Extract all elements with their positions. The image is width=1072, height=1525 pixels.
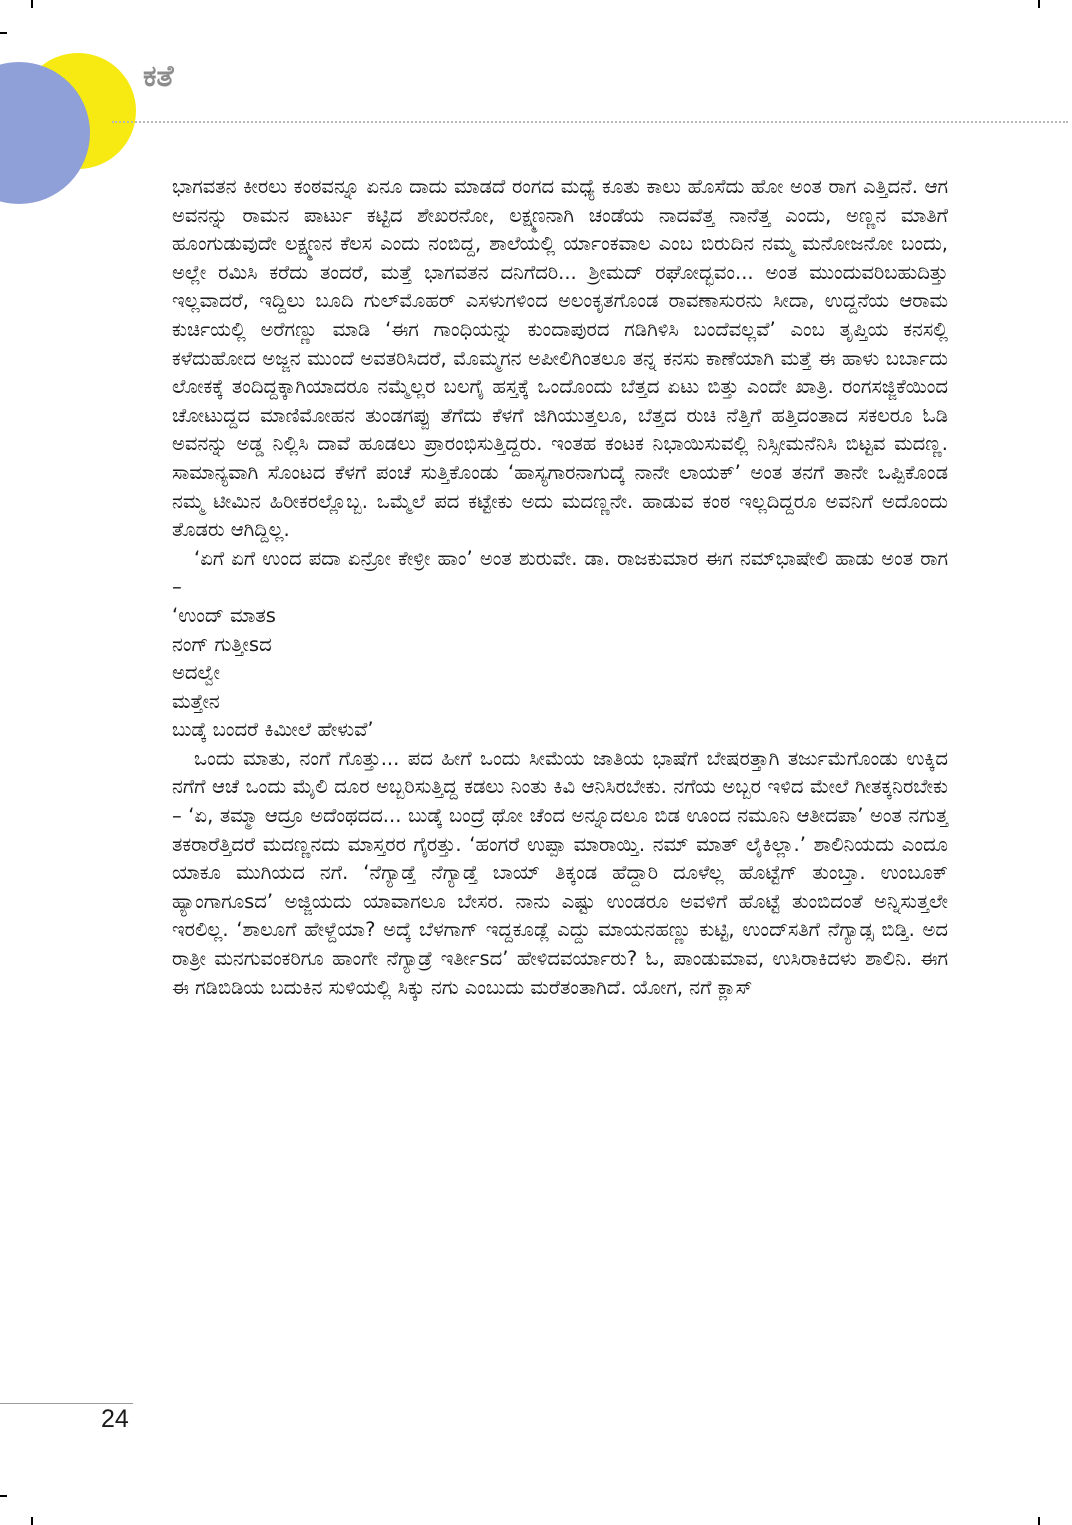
paragraph-3: ಒಂದು ಮಾತು, ನಂಗೆ ಗೊತ್ತು... ಪದ ಹೀಗೆ ಒಂದು ಸೀಮೆಯ ಜಾತಿಯ ಭಾಷೆಗೆ ಬೇಷರತ್ತಾಗಿ ತರ್ಜುಮೆಗೊಂಡು ಉಕ್ಕಿದ ನಗೆಗೆ ಆಚೆ ಒಂದು ಮೈಲಿ ದೂರ ಅಬ್ಬರಿಸುತ್ತಿದ್ದ ಕಡಲು ನಿಂತು ಕಿವಿ ಆನಿಸಿರಬೇಕು. ನಗೆಯ ಅಬ್ಬರ ಇಳಿದ ಮೇಲೆ ಗೀತಕ್ಕನಿರಬೇಕು – ‘ಏ, ತಮ್ಮಾ ಆದ್ರೂ ಅದೆಂಥದದ... ಬುಡ್ಕೆ ಬಂದ್ರೆ ಥೋ ಚೆಂದ ಅನ್ನೂದಲೂ ಬಿಡ ಊಂದ ನಮೂನಿ ಆತೀದಪಾ’ ಅಂತ ನಗುತ್ತ ತಕರಾರೆತ್ತಿದರೆ ಮದಣ್ಣನದು ಮಾಸ್ತರರ ಗೈರತ್ತು. ‘ಹಂಗರೆ ಉಪ್ಪಾ ಮಾರಾಯ್ತಿ. ನಮ್ ಮಾತ್ ಲೈಕಿಲ್ಲಾ.’ ಶಾಲಿನಿಯದು ಎಂದೂ ಯಾಕೂ ಮುಗಿಯದ ನಗೆ. ‘ನೆಗ್ಯಾಡ್ತೆ ನೆಗ್ಯಾಡ್ತೆ ಬಾಯ್ ತಿಕ್ಕಂಡ ಹೆದ್ದಾರಿ ದೂಳೆಲ್ಲ ಹೊಟ್ಟೆಗ್ ತುಂಬ್ತಾ. ಉಂಬೂಕ್ ಹ್ಯಾಂಗಾಗೂsದ’ ಅಜ್ಜಿಯದು ಯಾವಾಗಲೂ ಬೇಸರ. ನಾನು ಎಷ್ಟು ಉಂಡರೂ ಅವಳಿಗೆ ಹೊಟ್ಟೆ ತುಂಬಿದಂತೆ ಅನ್ನಿಸುತ್ತಲೇ ಇರಲಿಲ್ಲ. ‘ಶಾಲೂಗೆ ಹೇಳ್ದೆಯಾ? ಅದ್ಕೆ ಬೆಳಗಾಗ್ ಇದ್ದಕೂಡ್ಲೆ ಎದ್ದು ಮಾಯನಹಣ್ಣು ಕುಟ್ಟಿ, ಉಂದ್‌ಸತಿಗೆ ನೆಗ್ಯಾಡ್ಸ ಬಿಡ್ತಿ. ಅದ ರಾತ್ರೀ ಮನಗುವಂಕರಿಗೂ ಹಾಂಗೇ ನೆಗ್ಯಾಡ್ರೆ ಇರ್ತೀsದ’ ಹೇಳಿದವರ್ಯಾರು? ಓ, ಪಾಂಡುಮಾವ, ಉಸಿರಾಕಿದಳು ಶಾಲಿನಿ. ಈಗ ಈ ಗಡಿಬಿಡಿಯ ಬದುಕಿನ ಸುಳಿಯಲ್ಲಿ ಸಿಕ್ಕು ನಗು ಎಂಬುದು ಮರೆತಂತಾಗಿದೆ. ಯೋಗ, ನಗೆ ಕ್ಲಾಸ್ <box>172 746 948 999</box>
crop-mark-bottom-right <box>1038 1517 1040 1525</box>
section-title: ಕತೆ <box>143 59 174 94</box>
crop-mark-left-lower <box>0 1495 7 1497</box>
crop-mark-left-upper <box>0 32 7 34</box>
story-body <box>172 173 948 1002</box>
crop-mark-top-right <box>1038 0 1040 8</box>
footer-rule <box>0 1403 133 1404</box>
page-number: 24 <box>101 1405 129 1433</box>
verse-block <box>172 602 948 745</box>
verse-line: ನಂಗ್ ಗುತ್ತೀsದ <box>172 632 272 656</box>
paragraph-2: ‘ಏಗೆ ಏಗೆ ಉಂದ ಪದಾ ಏನ್ರೋ ಕೇಳ್ರೀ ಹಾಂ’ ಅಂತ ಶುರುವೇ. ಡಾ. ರಾಜಕುಮಾರ ಈಗ ನಮ್‌ಭಾಷೇಲಿ ಹಾಡು ಅಂತ ರಾಗ – <box>172 546 948 599</box>
verse-line: ಅದಲ್ವೇ <box>172 661 220 685</box>
crop-mark-top-left <box>31 0 33 8</box>
verse-line: ಮತ್ತೇನ <box>172 689 220 713</box>
paragraph-1: ಭಾಗವತನ ಕೀರಲು ಕಂಠವನ್ನೂ ಏನೂ ದಾದು ಮಾಡದೆ ರಂಗದ ಮಧ್ಯೆ ಕೂತು ಕಾಲು ಹೊಸೆದು ಹೋ ಅಂತ ರಾಗ ಎತ್ತಿದನೆ. ಆಗ ಅವನನ್ನು ರಾಮನ ಪಾರ್ಟು ಕಟ್ಟಿದ ಶೇಖರನೋ, ಲಕ್ಷ್ಮಣನಾಗಿ ಚಂಡೆಯ ನಾದವೆತ್ತ ನಾನೆತ್ತ ಎಂದು, ಅಣ್ಣನ ಮಾತಿಗೆ ಹೂಂಗುಡುವುದೇ ಲಕ್ಷ್ಮಣನ ಕೆಲಸ ಎಂದು ನಂಬಿದ್ದ, ಶಾಲೆಯಲ್ಲಿ ರ್ಯಾಂಕವಾಲ ಎಂಬ ಬಿರುದಿನ ನಮ್ಮ ಮನೋಜನೋ ಬಂದು, ಅಲ್ಲೇ ರಮಿಸಿ ಕರೆದು ತಂದರೆ, ಮತ್ತೆ ಭಾಗವತನ ದನಿಗೆದರಿ... ಶ್ರೀಮದ್ ರಘೋದ್ಭವಂ... ಅಂತ ಮುಂದುವರಿಬಹುದಿತ್ತು ಇಲ್ಲವಾದರೆ, ಇದ್ದಿಲು ಬೂದಿ ಗುಲ್‌ಮೊಹರ್ ಎಸಳುಗಳಿಂದ ಅಲಂಕೃತಗೊಂಡ ರಾವಣಾಸುರನು ಸೀದಾ, ಉದ್ದನೆಯ ಆರಾಮ ಕುರ್ಚಿಯಲ್ಲಿ ಅರೆಗಣ್ಣು ಮಾಡಿ ‘ಈಗ ಗಾಂಧಿಯನ್ನು ಕುಂದಾಪುರದ ಗಡಿಗಿಳಿಸಿ ಬಂದೆವಲ್ಲವೆ’ ಎಂಬ ತೃಪ್ತಿಯ ಕನಸಲ್ಲಿ ಕಳೆದುಹೋದ ಅಜ್ಜನ ಮುಂದೆ ಅವತರಿಸಿದರೆ, ಮೊಮ್ಮಗನ ಅಪೀಲಿಗಿಂತಲೂ ತನ್ನ ಕನಸು ಕಾಣೆಯಾಗಿ ಮತ್ತೆ ಈ ಹಾಳು ಬರ್ಬಾದು ಲೋಕಕ್ಕೆ ತಂದಿದ್ದಕ್ಕಾಗಿಯಾದರೂ ನಮ್ಮೆಲ್ಲರ ಬಲಗೈ ಹಸ್ತಕ್ಕೆ ಒಂದೊಂದು ಬೆತ್ತದ ಏಟು ಬಿತ್ತು ಎಂದೇ ಖಾತ್ರಿ. ರಂಗಸಜ್ಜಿಕೆಯಿಂದ ಚೋಟುದ್ದದ ಮಾಣಿಮೋಹನ ತುಂಡಗಪ್ಪು ತೆಗೆದು ಕೆಳಗೆ ಜಿಗಿಯುತ್ತಲೂ, ಬೆತ್ತದ ರುಚಿ ನೆತ್ತಿಗೆ ಹತ್ತಿದಂತಾದ ಸಕಲರೂ ಓಡಿ ಅವನನ್ನು ಅಡ್ಡ ನಿಲ್ಲಿಸಿ ದಾವೆ ಹೂಡಲು ಪ್ರಾರಂಭಿಸುತ್ತಿದ್ದರು. ಇಂತಹ ಕಂಟಕ ನಿಭಾಯಿಸುವಲ್ಲಿ ನಿಸ್ಸೀಮನೆನಿಸಿ ಬಿಟ್ಟವ ಮದಣ್ಣ. ಸಾಮಾನ್ಯವಾಗಿ ಸೊಂಟದ ಕೆಳಗೆ ಪಂಚೆ ಸುತ್ತಿಕೊಂಡು ‘ಹಾಸ್ಯಗಾರನಾಗುದ್ಕೆ ನಾನೇ ಲಾಯಕ್’ ಅಂತ ತನಗೆ ತಾನೇ ಒಪ್ಪಿಕೊಂಡ ನಮ್ಮ ಟೀಮಿನ ಹಿರೀಕರಲ್ಲೊಬ್ಬ. ಒಮ್ಮೆಲೆ ಪದ ಕಟ್ಟೇಕು ಅದು ಮದಣ್ಣನೇ. ಹಾಡುವ ಕಂಠ ಇಲ್ಲದಿದ್ದರೂ ಅವನಿಗೆ ಅದೊಂದು ತೊಡರು ಆಗಿದ್ದಿಲ್ಲ. <box>172 175 948 542</box>
verse-line: ‘ಉಂದ್ ಮಾತs <box>172 603 276 627</box>
header-dotted-rule <box>112 121 1068 123</box>
crop-mark-bottom-left <box>31 1517 33 1525</box>
verse-line: ಬುಡ್ಕೆ ಬಂದರೆ ಕಿಮೀಲೆ ಹೇಳುವೆ’ <box>172 718 374 742</box>
